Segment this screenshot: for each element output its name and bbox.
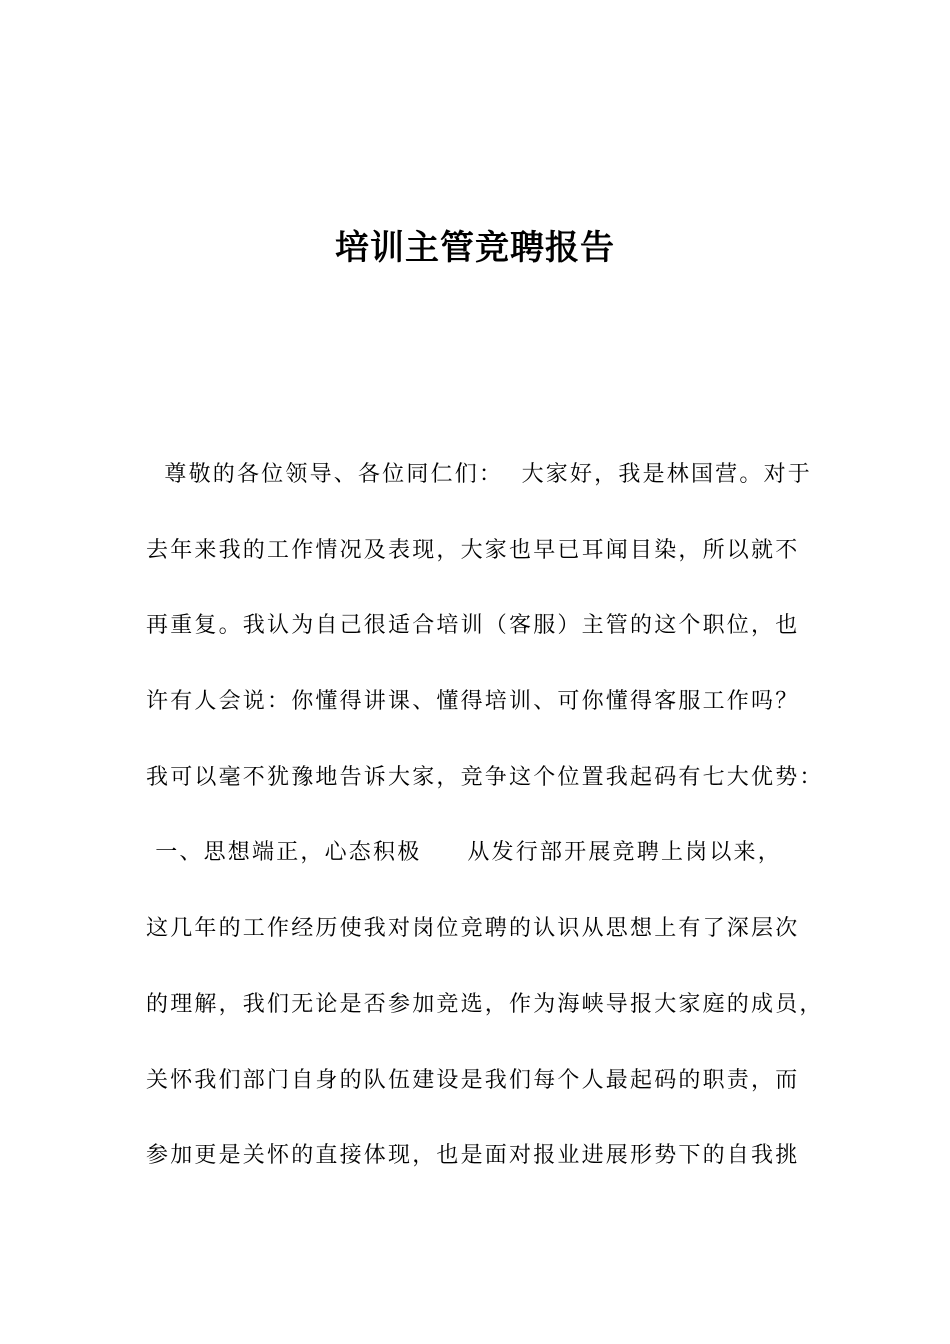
body-line-1: 尊敬的各位领导、各位同仁们： 大家好，我是林国营。对于 — [146, 462, 812, 487]
body-line-7: 这几年的工作经历使我对岗位竞聘的认识从思想上有了深层次 — [146, 916, 800, 942]
document-title: 培训主管竞聘报告 — [335, 228, 615, 268]
body-line-4: 许有人会说：你懂得讲课、懂得培训、可你懂得客服工作吗？ — [146, 689, 800, 715]
body-line-2: 去年来我的工作情况及表现，大家也早已耳闻目染，所以就不 — [146, 537, 800, 563]
body-line-6: 一、思想端正，心态积极 从发行部开展竞聘上岗以来， — [146, 840, 782, 866]
body-line-9: 关怀我们部门自身的队伍建设是我们每个人最起码的职责，而 — [146, 1067, 800, 1093]
body-line-3: 再重复。我认为自己很适合培训（客服）主管的这个职位，也 — [146, 613, 800, 639]
body-line-10: 参加更是关怀的直接体现，也是面对报业进展形势下的自我挑 — [146, 1143, 800, 1169]
document-body — [146, 455, 826, 1212]
body-line-5: 我可以毫不犹豫地告诉大家，竞争这个位置我起码有七大优势： — [146, 764, 824, 790]
body-line-8: 的理解，我们无论是否参加竞选，作为海峡导报大家庭的成员， — [146, 991, 824, 1017]
